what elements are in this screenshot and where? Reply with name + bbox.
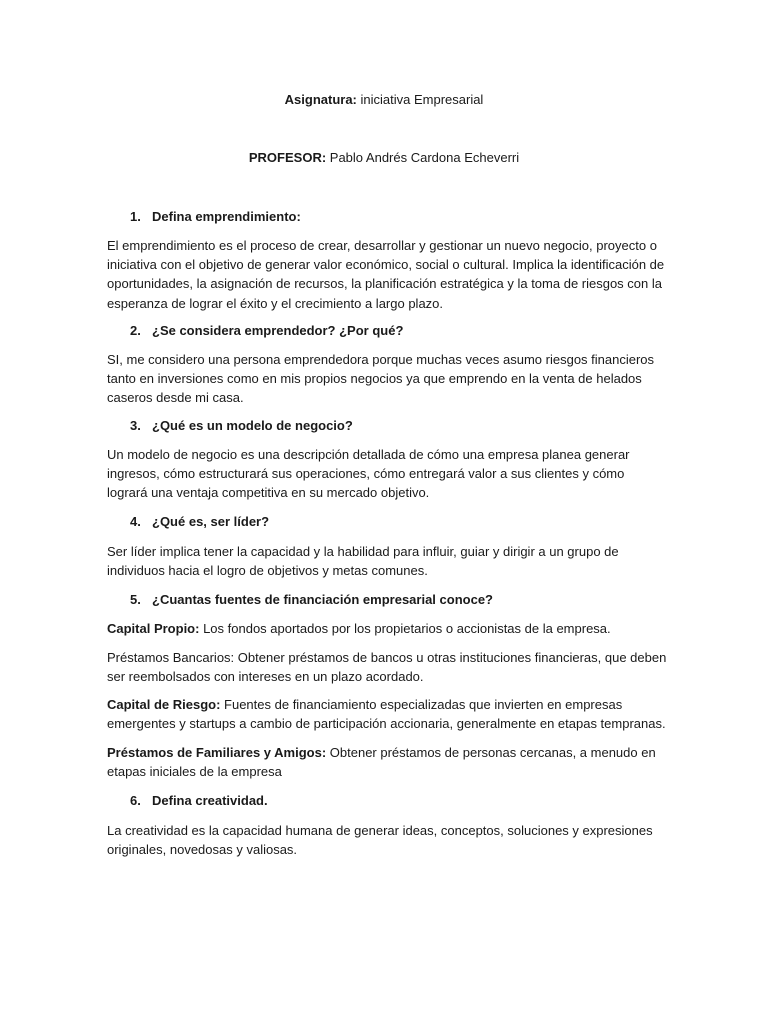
- question-text: Defina creatividad.: [152, 793, 268, 808]
- question-text: ¿Se considera emprendedor? ¿Por qué?: [152, 323, 404, 338]
- question-2: [130, 322, 403, 340]
- source-term: Capital de Riesgo:: [107, 697, 221, 712]
- answer-1: El emprendimiento es el proceso de crear, desarrollar y gestionar un nuevo negocio, proyecto o iniciativa con el objetivo de generar valor económico, social o cultural. Implica la identificación de oportunidades, la asignación de recursos, la planificación estratégica y la toma de riesgos con la esperanza de lograr el éxito y el crecimiento a largo plazo.: [107, 238, 665, 311]
- source-prestamos-bancarios: [107, 648, 667, 686]
- question-text: ¿Cuantas fuentes de financiación empresarial conoce?: [152, 592, 493, 607]
- question-1: [130, 208, 301, 226]
- answer-2: SI, me considero una persona emprendedora porque muchas veces asumo riesgos financieros tanto en inversiones como en mis propios negocios ya que emprendo en la venta de helados caseros desde mi casa.: [107, 352, 655, 406]
- question-number: 5.: [130, 592, 141, 607]
- question-3: [130, 417, 353, 435]
- answer-3: Un modelo de negocio es una descripción detallada de cómo una empresa planea generar ingresos, cómo estructurará sus operaciones, cómo entregará valor a sus clientes y cómo logrará una ventaja competitiva en su mercado objetivo.: [107, 447, 630, 501]
- source-text: Préstamos Bancarios: Obtener préstamos de bancos u otras instituciones financieras, que deben ser reembolsados con intereses en un plazo acordado.: [107, 650, 667, 685]
- answer-6: La creatividad es la capacidad humana de generar ideas, conceptos, soluciones y expresiones originales, novedosas y valiosas.: [107, 823, 653, 858]
- professor-line: [0, 149, 768, 167]
- question-4: [130, 513, 269, 531]
- professor-value: Pablo Andrés Cardona Echeverri: [326, 150, 520, 165]
- question-number: 2.: [130, 323, 141, 338]
- source-text: Fuentes de financiamiento especializadas que invierten en empresas emergentes y startups a cambio de participación accionaria, generalmente en etapas tempranas.: [107, 697, 666, 732]
- source-text: Obtener préstamos de personas cercanas, a menudo en etapas iniciales de la empresa: [107, 745, 656, 780]
- source-text: Los fondos aportados por los propietarios o accionistas de la empresa.: [199, 621, 611, 636]
- question-text: ¿Qué es, ser líder?: [152, 514, 270, 529]
- question-text: Defina emprendimiento:: [152, 209, 301, 224]
- question-6: [130, 792, 268, 810]
- question-number: 1.: [130, 209, 141, 224]
- source-familiares-amigos: [107, 743, 667, 781]
- professor-label: PROFESOR:: [248, 150, 327, 165]
- subject-line: [0, 91, 768, 109]
- source-term: Capital Propio:: [107, 621, 200, 636]
- answer-4: Ser líder implica tener la capacidad y la habilidad para influir, guiar y dirigir a un grupo de individuos hacia el logro de objetivos y metas comunes.: [107, 544, 619, 579]
- subject-label: Asignatura:: [284, 92, 357, 107]
- question-text: ¿Qué es un modelo de negocio?: [152, 418, 353, 433]
- question-number: 3.: [130, 418, 141, 433]
- question-number: 6.: [130, 793, 141, 808]
- source-term: Préstamos de Familiares y Amigos:: [107, 745, 327, 760]
- question-5: [130, 591, 493, 609]
- question-number: 4.: [130, 514, 141, 529]
- source-capital-propio: [107, 619, 667, 638]
- subject-value: iniciativa Empresarial: [356, 92, 484, 107]
- source-capital-riesgo: [107, 695, 667, 733]
